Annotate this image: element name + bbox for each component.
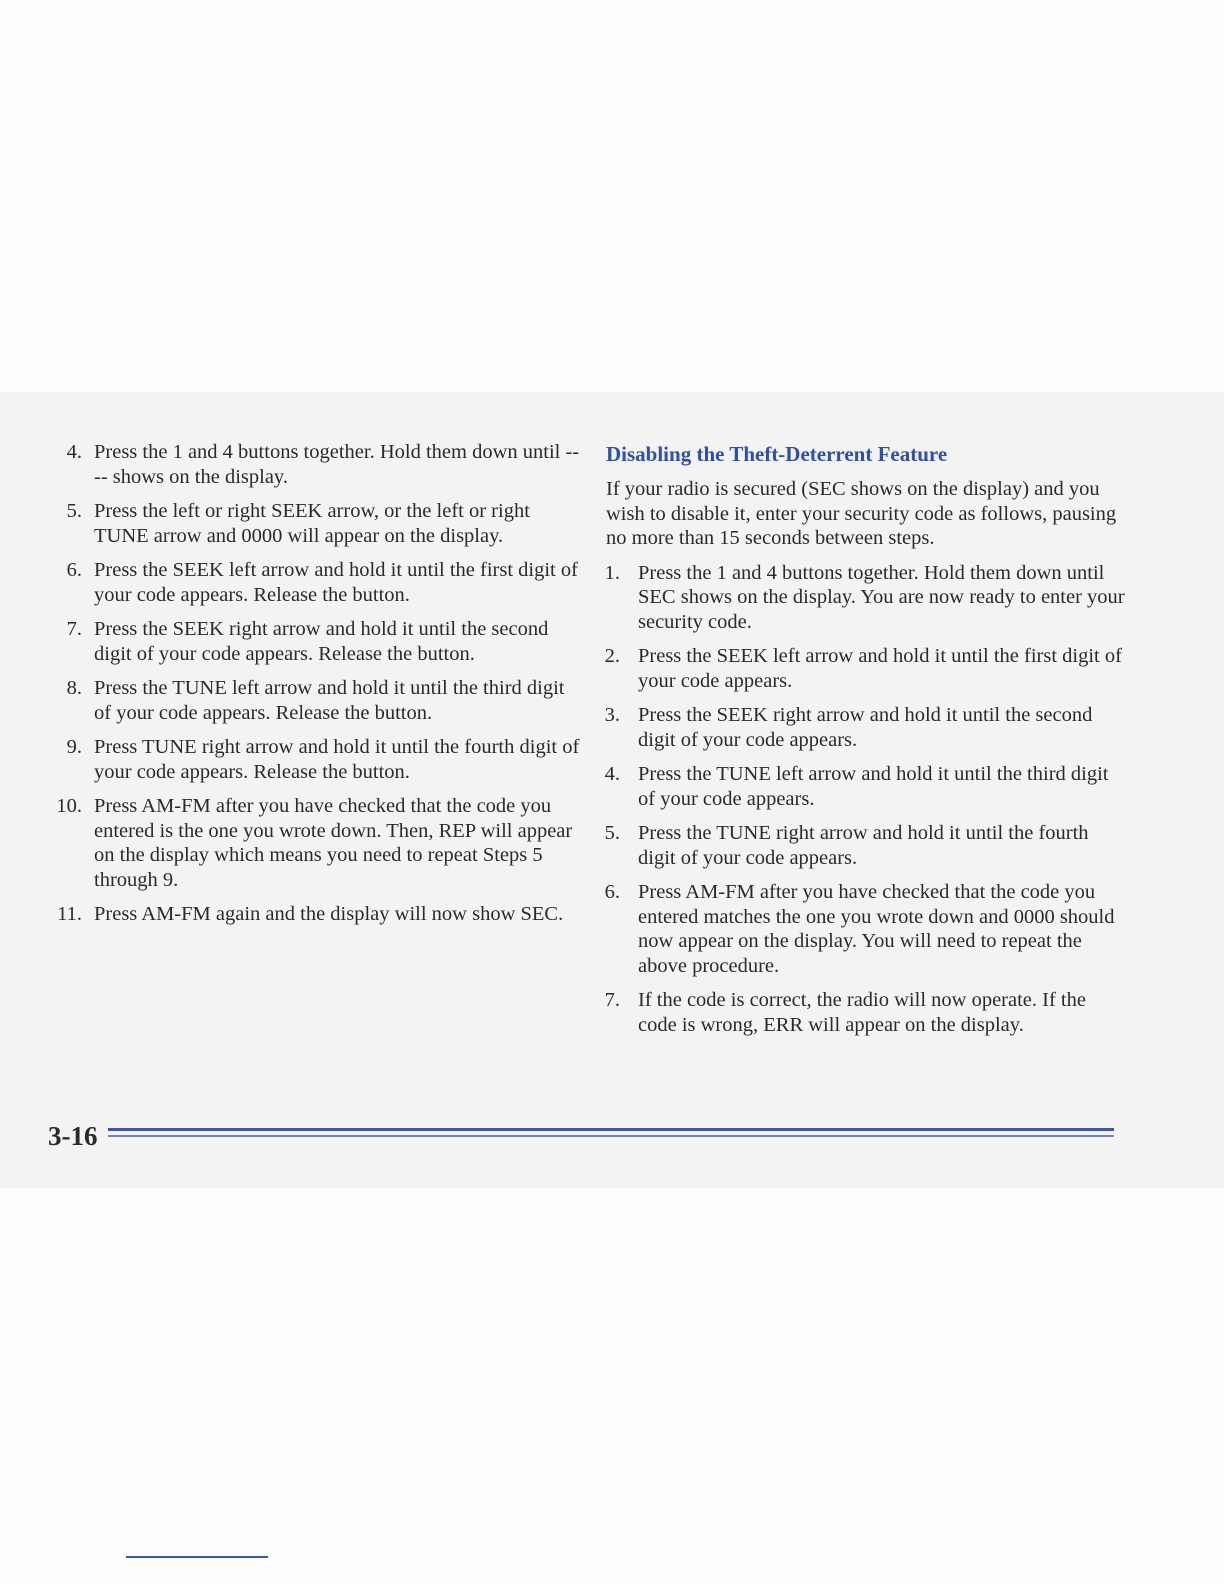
step-text: Press the SEEK right arrow and hold it until the second digit of your code appears. Release the button.	[94, 618, 549, 665]
left-step	[40, 735, 580, 784]
step-number: 4.	[604, 763, 620, 785]
step-number: 5.	[66, 500, 82, 522]
left-step	[40, 676, 580, 725]
step-number: 2.	[604, 645, 620, 667]
step-text: Press AM-FM after you have checked that the code you entered matches the one you wrote down and 0000 should now appear on the display. You will need to repeat the above procedure.	[638, 881, 1115, 977]
footer-rule-bottom	[108, 1135, 1114, 1137]
step-number: 7.	[604, 989, 620, 1011]
step-text: Press the TUNE left arrow and hold it until the third digit of your code appears.	[638, 763, 1109, 810]
step-number: 10.	[56, 795, 82, 817]
right-column	[606, 440, 1126, 1047]
section-heading: Disabling the Theft-Deterrent Feature	[606, 442, 948, 466]
left-step	[40, 499, 580, 548]
page-number: 3-16	[48, 1121, 98, 1151]
step-number: 3.	[604, 704, 620, 726]
step-number: 4.	[66, 441, 82, 463]
step-text: Press the TUNE left arrow and hold it until the third digit of your code appears. Release the button.	[94, 677, 565, 724]
step-text: Press AM-FM after you have checked that the code you entered is the one you wrote down. Then, REP will appear on the display which means you need to repeat Steps 5 through 9.	[94, 795, 573, 891]
right-step	[606, 821, 1126, 870]
step-number: 1.	[604, 561, 620, 584]
step-number: 6.	[604, 881, 620, 903]
left-step	[40, 617, 580, 666]
step-text: Press the 1 and 4 buttons together. Hold them down until ---- shows on the display.	[94, 441, 580, 488]
right-step	[606, 703, 1126, 752]
right-step	[606, 988, 1126, 1037]
step-text: Press AM-FM again and the display will now show SEC.	[94, 903, 564, 925]
right-step	[606, 762, 1126, 811]
step-text: Press the left or right SEEK arrow, or the left or right TUNE arrow and 0000 will appear on the display.	[94, 500, 530, 547]
left-step	[40, 794, 580, 892]
step-text: Press TUNE right arrow and hold it until the fourth digit of your code appears. Release the button.	[94, 736, 580, 783]
step-text: Press the SEEK left arrow and hold it until the first digit of your code appears.	[638, 645, 1122, 692]
step-number: 7.	[66, 618, 82, 640]
left-step	[40, 558, 580, 607]
step-text: Press the SEEK right arrow and hold it until the second digit of your code appears.	[638, 704, 1093, 751]
step-text: Press the 1 and 4 buttons together. Hold them down until SEC shows on the display. You are now ready to enter your security code.	[638, 561, 1125, 633]
right-step	[606, 880, 1126, 978]
section-intro: If your radio is secured (SEC shows on the display) and you wish to disable it, enter your security code as follows, pausing no more than 15 seconds between steps.	[606, 478, 1117, 549]
step-number: 6.	[66, 559, 82, 581]
left-column	[40, 440, 580, 937]
step-text: If the code is correct, the radio will now operate. If the code is wrong, ERR will appear on the display.	[638, 989, 1086, 1036]
step-text: Press the TUNE right arrow and hold it until the fourth digit of your code appears.	[638, 822, 1089, 869]
left-step	[40, 440, 580, 489]
footer-rule-top	[108, 1128, 1114, 1131]
footer-rule	[108, 1128, 1114, 1140]
step-number: 5.	[604, 822, 620, 844]
step-number: 11.	[57, 903, 82, 925]
step-number: 8.	[66, 677, 82, 699]
step-text: Press the SEEK left arrow and hold it until the first digit of your code appears. Release the button.	[94, 559, 578, 606]
right-step	[606, 644, 1126, 693]
right-step	[606, 561, 1126, 635]
step-number: 9.	[66, 736, 82, 758]
left-step	[40, 902, 580, 927]
bottom-divider	[126, 1556, 268, 1558]
